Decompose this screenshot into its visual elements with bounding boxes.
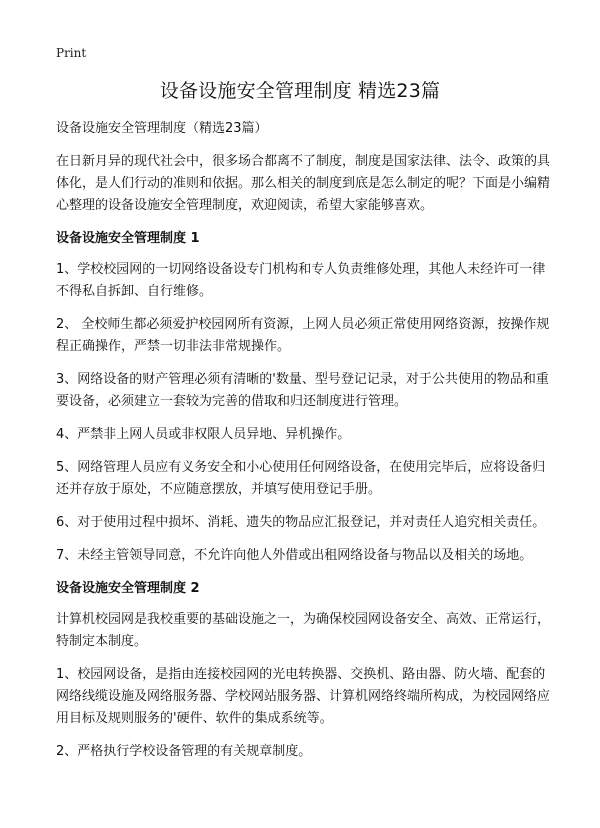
section-1-paragraph-6: 6、对于使用过程中损坏、消耗、遗失的物品应汇报登记，并对责任人追究相关责任。 — [56, 515, 546, 530]
section-1-paragraph-2: 2、 全校师生都必须爱护校园网所有资源，上网人员必须正常使用网络资源，按操作规程正确操作，严禁一切非法非常规操作。 — [56, 317, 550, 354]
section-2-paragraph-1: 计算机校园网是我校重要的基础设施之一，为确保校园网设备安全、高效、正常运行，特制定本制度。 — [56, 612, 551, 649]
document-content — [56, 118, 550, 774]
section-1-paragraph-1: 1、学校校园网的一切网络设备设专门机构和专人负责维修处理，其他人未经许可一律不得私自拆卸、自行维修。 — [56, 262, 546, 299]
document-subtitle: 设备设施安全管理制度（精选23篇） — [56, 121, 268, 136]
print-label[interactable]: Print — [56, 46, 87, 60]
section-1-paragraph-4: 4、严禁非上网人员或非权限人员异地、异机操作。 — [56, 427, 351, 442]
section-1-paragraph-3: 3、网络设备的财产管理必须有清晰的'数量、型号登记记录，对于公共使用的物品和重要设备，必须建立一套较为完善的借取和归还制度进行管理。 — [56, 372, 549, 409]
intro-paragraph: 在日新月异的现代社会中，很多场合都离不了制度，制度是国家法律、法令、政策的具体化，是人们行动的准则和依据。那么相关的制度到底是怎么制定的呢？下面是小编精心整理的设备设施安全管理制度，欢迎阅读，希望大家能够喜欢。 — [56, 154, 551, 213]
section-2-paragraph-3: 2、严格执行学校设备管理的有关规章制度。 — [56, 744, 312, 759]
section-heading-2: 设备设施安全管理制度 2 — [56, 581, 200, 596]
section-1-paragraph-5: 5、网络管理人员应有义务安全和小心使用任何网络设备，在使用完毕后，应将设备归还并存放于原处，不应随意摆放，并填写使用登记手册。 — [56, 460, 546, 497]
section-heading-1: 设备设施安全管理制度 1 — [56, 231, 200, 246]
section-2-paragraph-2: 1、校园网设备，是指由连接校园网的光电转换器、交换机、路由器、防火墙、配套的网络线缆设施及网络服务器、学校网站服务器、计算机网络终端所构成，为校园网络应用目标及规则服务的'硬件、软件的集成系统等。 — [56, 667, 551, 726]
section-1-paragraph-7: 7、未经主管领导同意，不允许向他人外借或出租网络设备与物品以及相关的场地。 — [56, 548, 533, 563]
document-title: 设备设施安全管理制度 精选23篇 — [159, 80, 441, 102]
